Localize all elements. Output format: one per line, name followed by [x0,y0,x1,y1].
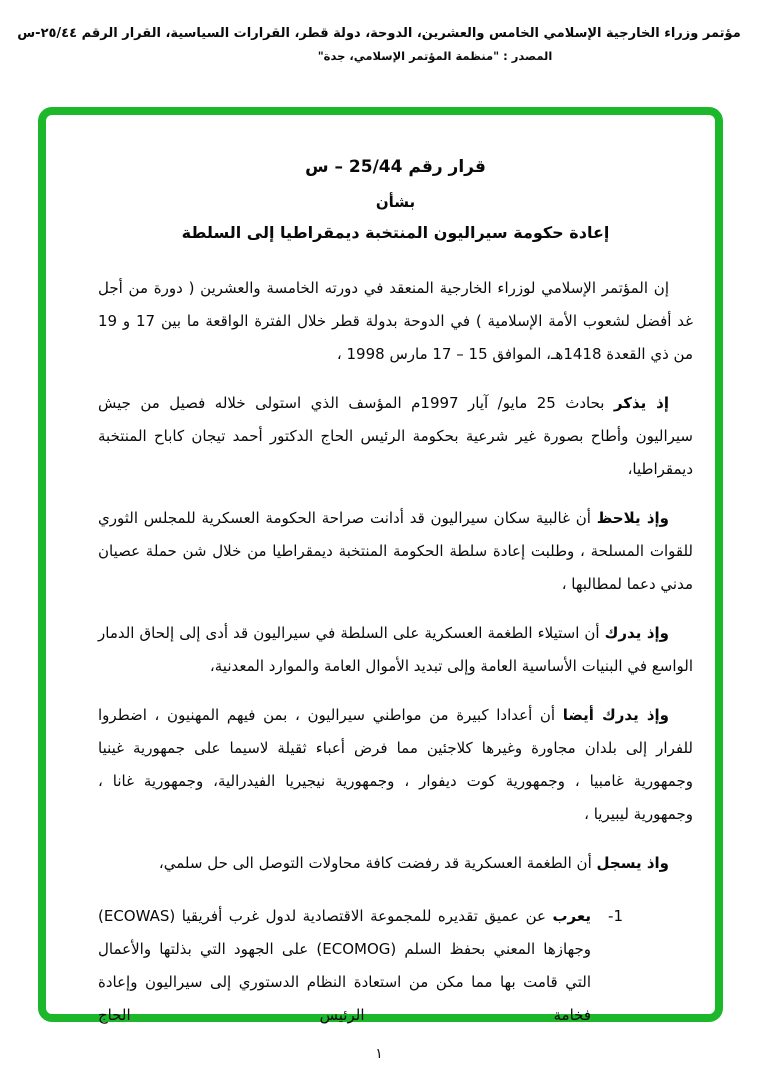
page-header [0,26,758,63]
item-number: 1- [608,907,623,925]
header-publisher-line: المصدر : "منظمة المؤتمر الإسلامي، جدة" [317,49,553,63]
preamble-paragraph [98,847,693,880]
paragraph-text: أن الطغمة العسكرية قد رفضت كافة محاولات التوصل الى حل سلمي، [158,854,597,872]
green-border-frame [38,107,723,1022]
preamble-paragraph [98,617,693,683]
item-lead: يعرب [552,907,591,925]
paragraph-text: إن المؤتمر الإسلامي لوزراء الخارجية المنعقد في دورته الخامسة والعشرين ( دورة من أجل غد أفضل لشعوب الأمة الإسلامية ) في الدوحة بدولة قطر خلال الفترة الواقعة ما بين 17 و 19 من ذي القعدة 1418هـ، الموافق 15 – 17 مارس 1998 ، [98,279,694,363]
paragraph-lead: وإذ يدرك أيضا [562,706,669,724]
paragraph-text: بحادث 25 مايو/ آيار 1997م المؤسف الذي استولى خلاله فصيل من جيش سيراليون وأطاح بصورة غير شرعية بحكومة الرئيس الحاج الدكتور أحمد تيجان كاباح المنتخبة ديمقراطيا، [98,394,693,478]
paragraph-text: أن غالبية سكان سيراليون قد أدانت صراحة الحكومة العسكرية للمجلس الثوري للقوات المسلحة ، وطلبت إعادة سلطة الحكومة المنتخبة ديمقراطيا من خلال شن حملة عصيان مدني دعما لمطالبها ، [98,509,693,593]
resolution-number-title: قرار رقم 25/44 – س [305,157,486,177]
resolution-subject-title: إعادة حكومة سيراليون المنتخبة ديمقراطيا إلى السلطة [181,223,610,242]
document-content [46,115,715,1024]
paragraph-text: أن أعدادا كبيرة من مواطني سيراليون ، بمن فيهم المهنيون ، اضطروا للفرار إلى بلدان مجاورة وغيرها كلاجئين مما فرض أعباء ثقيلة لاسيما على جمهورية غينيا وجمهورية غامبيا ، وجمهورية كوت ديفوار ، وجمهورية نيجيريا الفيدرالية، وجمهورية غانا ، وجمهورية ليبيريا ، [98,706,693,823]
page-number: ١ [375,1046,383,1062]
numbered-item-1 [98,900,693,1032]
paragraph-text: أن استيلاء الطغمة العسكرية على السلطة في سيراليون قد أدى إلى إلحاق الدمار الواسع في البنيات الأساسية العامة وإلى تبديد الأموال العامة والموارد المعدنية، [98,624,693,675]
preamble-paragraph [98,699,693,831]
preamble-paragraph [98,272,693,371]
paragraph-lead: واذ يسجل [596,854,669,872]
paragraph-lead: وإذ يلاحظ [596,509,670,527]
resolution-regarding-label: بشأن [375,193,416,211]
item-text [98,900,591,1032]
preamble-paragraph [98,387,693,486]
header-source-line: مؤتمر وزراء الخارجية الإسلامي الخامس والعشرين، الدوحة، دولة قطر، القرارات السياسية، القرار الرقم ٢٥/٤٤-س [17,26,741,41]
paragraph-lead: إذ يذكر [613,394,670,412]
item-body: عن عميق تقديره للمجموعة الاقتصادية لدول غرب أفريقيا (ECOWAS) وجهازها المعني بحفظ السلم (ECOMOG) على الجهود التي بذلتها والأعمال التي قامت بها مما مكن من استعادة النظام الدستوري إلى سيراليون وإعادة فخامة الرئيس الحاج [98,907,592,1024]
preamble-paragraph [98,502,693,601]
paragraph-lead: وإذ يدرك [604,624,669,642]
